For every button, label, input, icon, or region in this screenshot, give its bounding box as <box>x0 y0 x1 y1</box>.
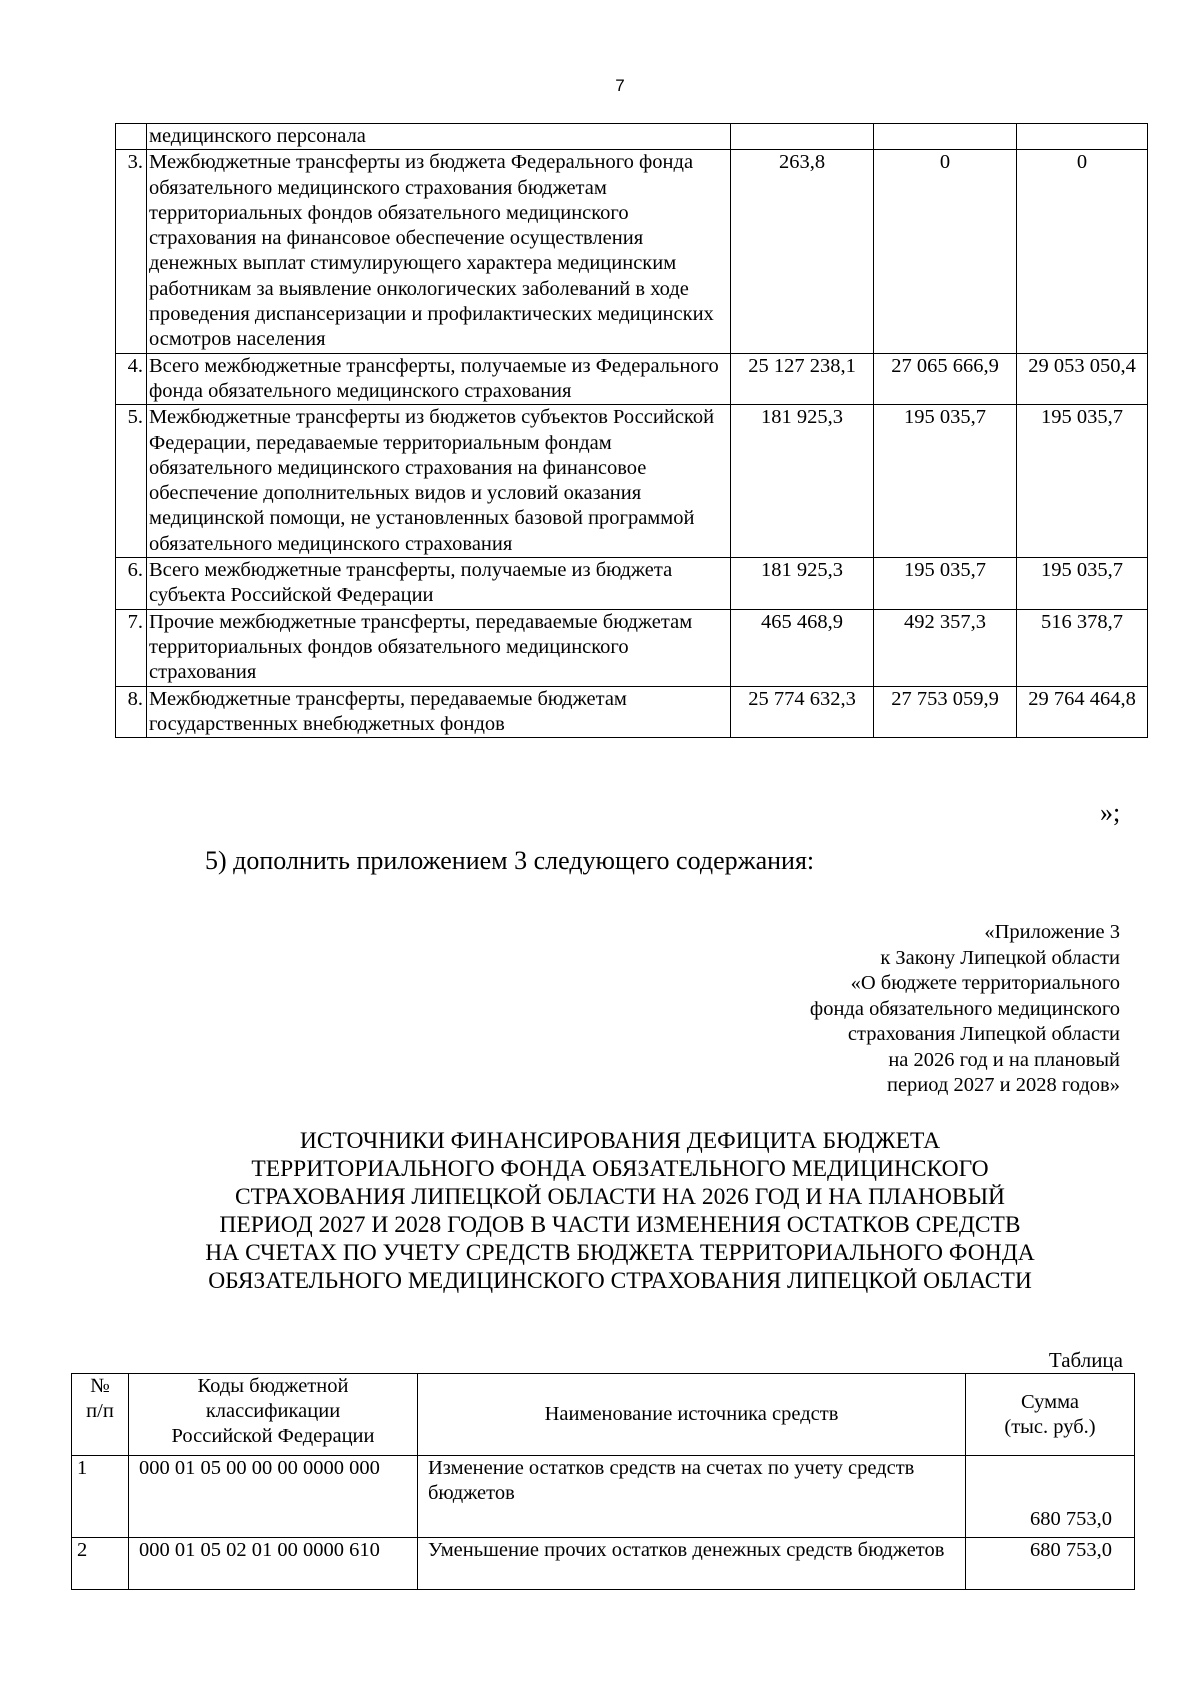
value-2028: 29 764 464,8 <box>1017 686 1148 738</box>
row-text: медицинского персонала <box>147 124 731 150</box>
title-line: ПЕРИОД 2027 И 2028 ГОДОВ В ЧАСТИ ИЗМЕНЕНИЯ ОСТАТКОВ СРЕДСТВ <box>219 1212 1021 1238</box>
table-row <box>116 686 1148 738</box>
table-row <box>116 150 1148 353</box>
value-2026 <box>731 124 874 150</box>
table-row <box>116 405 1148 558</box>
value-2028: 195 035,7 <box>1017 558 1148 610</box>
budget-code: 000 01 05 02 01 00 0000 610 <box>129 1538 418 1590</box>
row-number: 4. <box>116 353 147 405</box>
value-2026: 25 774 632,3 <box>731 686 874 738</box>
value-2028: 29 053 050,4 <box>1017 353 1148 405</box>
table-row <box>116 558 1148 610</box>
table-row <box>72 1456 1135 1538</box>
value-2027 <box>874 124 1017 150</box>
value-2027: 27 065 666,9 <box>874 353 1017 405</box>
table-label: Таблица <box>1048 1348 1123 1372</box>
value-2026: 263,8 <box>731 150 874 353</box>
sources-table <box>71 1373 1135 1590</box>
header-num-line: № <box>90 1375 110 1397</box>
appendix-line: к Закону Липецкой области <box>880 946 1120 969</box>
value-2028: 516 378,7 <box>1017 609 1148 686</box>
row-text: Межбюджетные трансферты, передаваемые бюджетам государственных внебюджетных фондов <box>147 686 731 738</box>
appendix-line: «О бюджете территориального <box>850 972 1120 994</box>
value-2028 <box>1017 124 1148 150</box>
page-number: 7 <box>615 76 625 95</box>
title-line: ТЕРРИТОРИАЛЬНОГО ФОНДА ОБЯЗАТЕЛЬНОГО МЕДИЦИНСКОГО <box>251 1156 989 1182</box>
title-line: ОБЯЗАТЕЛЬНОГО МЕДИЦИНСКОГО СТРАХОВАНИЯ ЛИПЕЦКОЙ ОБЛАСТИ <box>208 1268 1032 1294</box>
value-2027: 195 035,7 <box>874 405 1017 558</box>
source-name: Изменение остатков средств на счетах по учету средств бюджетов <box>418 1456 966 1538</box>
value-2027: 195 035,7 <box>874 558 1017 610</box>
appendix-line: страхования Липецкой области <box>847 1023 1120 1045</box>
header-codes-line: Российской Федерации <box>171 1425 375 1447</box>
row-text: Всего межбюджетные трансферты, получаемые из Федерального фонда обязательного медицинского страхования <box>147 353 731 405</box>
row-text: Прочие межбюджетные трансферты, передаваемые бюджетам территориальных фондов обязательного медицинского страхования <box>147 609 731 686</box>
table-header-row <box>72 1374 1135 1456</box>
table-row <box>116 353 1148 405</box>
title-line: ИСТОЧНИКИ ФИНАНСИРОВАНИЯ ДЕФИЦИТА БЮДЖЕТА <box>299 1128 941 1154</box>
value-2026: 25 127 238,1 <box>731 353 874 405</box>
header-sum <box>966 1374 1135 1456</box>
transfers-table <box>115 123 1148 738</box>
row-number <box>116 124 147 150</box>
amendment-text: 5) дополнить приложением 3 следующего содержания: <box>205 846 815 875</box>
appendix-line: «Приложение 3 <box>984 921 1120 943</box>
amount: 680 753,0 <box>966 1456 1135 1538</box>
appendix-line: фонда обязательного медицинского <box>809 997 1120 1020</box>
budget-code: 000 01 05 00 00 00 0000 000 <box>129 1456 418 1538</box>
header-num-line: п/п <box>86 1400 114 1422</box>
value-2026: 465 468,9 <box>731 609 874 686</box>
value-2026: 181 925,3 <box>731 405 874 558</box>
value-2028: 0 <box>1017 150 1148 353</box>
header-sum-line: (тыс. руб.) <box>1004 1415 1096 1438</box>
row-number: 3. <box>116 150 147 353</box>
title-line: НА СЧЕТАХ ПО УЧЕТУ СРЕДСТВ БЮДЖЕТА ТЕРРИТОРИАЛЬНОГО ФОНДА <box>205 1240 1035 1266</box>
value-2028: 195 035,7 <box>1017 405 1148 558</box>
amount: 680 753,0 <box>966 1538 1135 1590</box>
row-number: 7. <box>116 609 147 686</box>
header-num <box>72 1374 129 1456</box>
value-2027: 27 753 059,9 <box>874 686 1017 738</box>
row-number: 8. <box>116 686 147 738</box>
closing-quote: »; <box>1100 798 1121 827</box>
source-name: Уменьшение прочих остатков денежных средств бюджетов <box>418 1538 966 1590</box>
document-title <box>105 1127 1135 1295</box>
table-row <box>116 609 1148 686</box>
row-text: Всего межбюджетные трансферты, получаемые из бюджета субъекта Российской Федерации <box>147 558 731 610</box>
appendix-line: на 2026 год и на плановый <box>888 1048 1120 1071</box>
table-row <box>116 124 1148 150</box>
header-name: Наименование источника средств <box>418 1374 966 1456</box>
value-2027: 0 <box>874 150 1017 353</box>
header-sum-line: Сумма <box>1020 1390 1080 1413</box>
row-number: 1 <box>72 1456 129 1538</box>
header-codes-line: классификации <box>205 1400 341 1422</box>
value-2027: 492 357,3 <box>874 609 1017 686</box>
header-codes <box>129 1374 418 1456</box>
value-2026: 181 925,3 <box>731 558 874 610</box>
title-line: СТРАХОВАНИЯ ЛИПЕЦКОЙ ОБЛАСТИ НА 2026 ГОД И НА ПЛАНОВЫЙ <box>234 1184 1006 1210</box>
row-text: Межбюджетные трансферты из бюджетов субъектов Российской Федерации, передаваемые территориальным фондам обязательного медицинского страхования на финансовое обеспечение дополнительных видов и условий оказания медицинской помощи, не установленных базовой программой обязательного медицинского страхования <box>147 405 731 558</box>
table-row <box>72 1538 1135 1590</box>
header-codes-line: Коды бюджетной <box>197 1375 349 1397</box>
appendix-line: период 2027 и 2028 годов» <box>886 1074 1120 1096</box>
row-number: 5. <box>116 405 147 558</box>
row-number: 6. <box>116 558 147 610</box>
row-number: 2 <box>72 1538 129 1590</box>
row-text: Межбюджетные трансферты из бюджета Федерального фонда обязательного медицинского страхования бюджетам территориальных фондов обязательного медицинского страхования на финансовое обеспечение осуществления денежных выплат стимулирующего характера медицинским работникам за выявление онкологических заболеваний в ходе проведения диспансеризации и профилактических медицинских осмотров населения <box>147 150 731 353</box>
appendix-header <box>700 920 1120 1099</box>
